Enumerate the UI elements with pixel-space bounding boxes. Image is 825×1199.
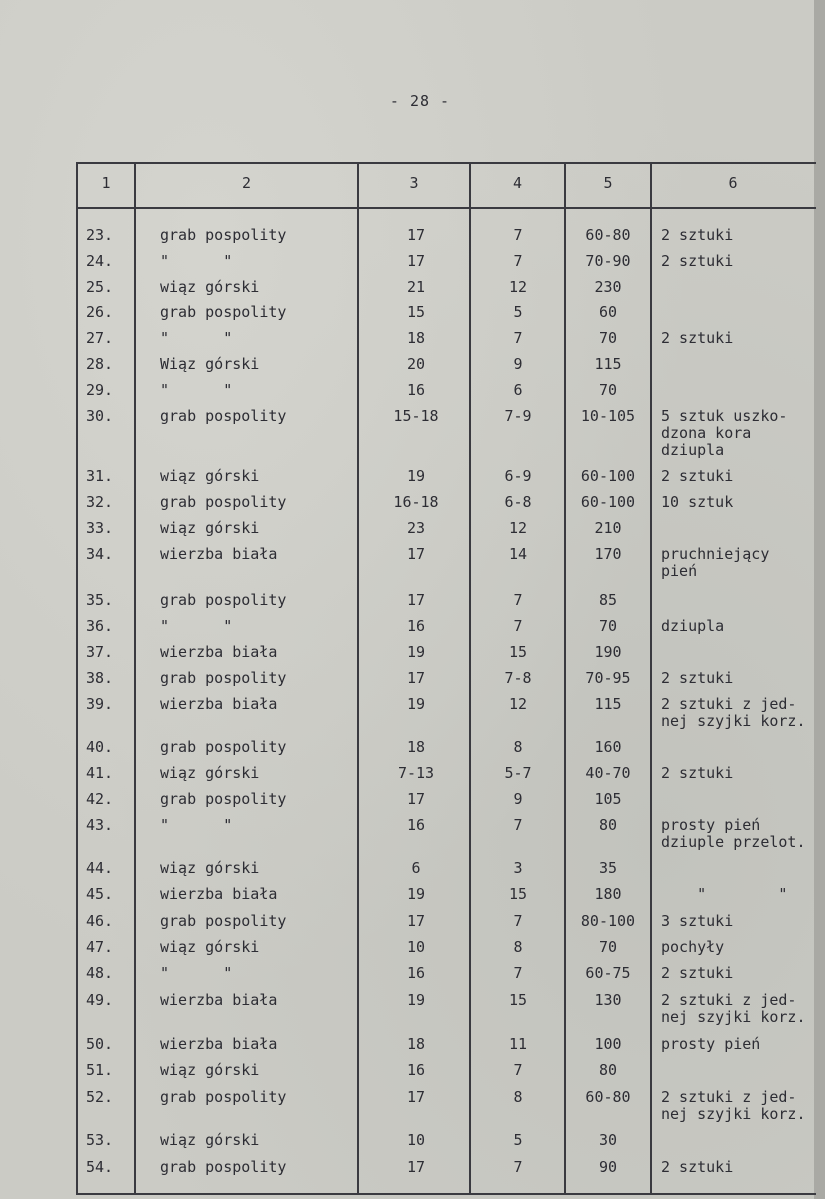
row-number: 44. xyxy=(86,859,114,877)
column-3-cell: 18 xyxy=(406,738,426,756)
note-cell: 2 sztuki xyxy=(661,329,734,347)
column-4-cell: 11 xyxy=(508,1035,528,1053)
row-number: 45. xyxy=(86,885,114,903)
row-number: 30. xyxy=(86,407,114,425)
row-number: 25. xyxy=(86,278,114,296)
column-3-cell: 17 xyxy=(406,1158,426,1176)
column-5-cell: 160 xyxy=(594,738,622,756)
column-5-cell: 60-100 xyxy=(580,493,636,511)
species-cell: " " xyxy=(160,964,233,982)
row-number: 36. xyxy=(86,617,114,635)
column-5-cell: 70 xyxy=(598,938,618,956)
column-header: 5 xyxy=(603,174,613,192)
species-cell: grab pospolity xyxy=(160,303,287,321)
column-4-cell: 15 xyxy=(508,991,528,1009)
column-4-cell: 9 xyxy=(513,355,523,373)
row-number: 29. xyxy=(86,381,114,399)
column-3-cell: 17 xyxy=(406,790,426,808)
column-5-cell: 60-80 xyxy=(585,1088,631,1106)
column-5-cell: 180 xyxy=(594,885,622,903)
column-5-cell: 190 xyxy=(594,643,622,661)
note-cell: 2 sztuki xyxy=(661,669,734,687)
column-5-cell: 35 xyxy=(598,859,618,877)
column-5-cell: 90 xyxy=(598,1158,618,1176)
column-3-cell: 10 xyxy=(406,1131,426,1149)
column-4-cell: 14 xyxy=(508,545,528,563)
column-4-cell: 7 xyxy=(513,591,523,609)
column-5-cell: 80 xyxy=(598,1061,618,1079)
column-4-cell: 7 xyxy=(513,252,523,270)
column-4-cell: 7-8 xyxy=(504,669,532,687)
column-4-cell: 6-8 xyxy=(504,493,532,511)
column-3-cell: 17 xyxy=(406,1088,426,1106)
column-3-cell: 17 xyxy=(406,669,426,687)
column-5-cell: 115 xyxy=(594,695,622,713)
column-header: 6 xyxy=(728,174,738,192)
species-cell: grab pospolity xyxy=(160,790,287,808)
row-number: 50. xyxy=(86,1035,114,1053)
column-3-cell: 19 xyxy=(406,885,426,903)
species-cell: wiąz górski xyxy=(160,519,260,537)
note-cell: 2 sztuki z jed- nej szyjki korz. xyxy=(661,695,806,730)
note-cell: 2 sztuki z jed- nej szyjki korz. xyxy=(661,991,806,1026)
row-number: 52. xyxy=(86,1088,114,1106)
column-3-cell: 21 xyxy=(406,278,426,296)
row-number: 35. xyxy=(86,591,114,609)
column-divider xyxy=(134,162,136,1195)
column-3-cell: 10 xyxy=(406,938,426,956)
note-cell: pochyły xyxy=(661,938,725,956)
column-4-cell: 8 xyxy=(513,1088,523,1106)
column-5-cell: 60-80 xyxy=(585,226,631,244)
species-cell: wierzba biała xyxy=(160,1035,278,1053)
species-cell: grab pospolity xyxy=(160,591,287,609)
table-top-rule xyxy=(76,162,816,164)
column-4-cell: 3 xyxy=(513,859,523,877)
note-cell: pruchniejący pień xyxy=(661,545,770,580)
column-3-cell: 16 xyxy=(406,381,426,399)
species-cell: grab pospolity xyxy=(160,1088,287,1106)
column-header: 2 xyxy=(241,174,252,192)
row-number: 46. xyxy=(86,912,114,930)
row-number: 47. xyxy=(86,938,114,956)
page-number: - 28 - xyxy=(389,92,451,110)
column-5-cell: 100 xyxy=(594,1035,622,1053)
species-cell: wierzba biała xyxy=(160,695,278,713)
column-4-cell: 9 xyxy=(513,790,523,808)
column-4-cell: 15 xyxy=(508,885,528,903)
note-cell: 2 sztuki xyxy=(661,964,734,982)
column-5-cell: 115 xyxy=(594,355,622,373)
column-4-cell: 15 xyxy=(508,643,528,661)
column-5-cell: 170 xyxy=(594,545,622,563)
column-3-cell: 17 xyxy=(406,591,426,609)
note-cell: 2 sztuki xyxy=(661,252,734,270)
note-cell: 2 sztuki xyxy=(661,1158,734,1176)
column-4-cell: 5 xyxy=(513,1131,523,1149)
column-5-cell: 70 xyxy=(598,617,618,635)
row-number: 54. xyxy=(86,1158,114,1176)
row-number: 34. xyxy=(86,545,114,563)
column-5-cell: 60-75 xyxy=(585,964,631,982)
column-5-cell: 70-90 xyxy=(585,252,631,270)
column-5-cell: 30 xyxy=(598,1131,618,1149)
row-number: 24. xyxy=(86,252,114,270)
column-5-cell: 80 xyxy=(598,816,618,834)
note-cell: dziupla xyxy=(661,617,725,635)
species-cell: " " xyxy=(160,329,233,347)
row-number: 32. xyxy=(86,493,114,511)
note-cell: 3 sztuki xyxy=(661,912,734,930)
table-left-border xyxy=(76,162,78,1195)
species-cell: Wiąz górski xyxy=(160,355,260,373)
row-number: 23. xyxy=(86,226,114,244)
row-number: 31. xyxy=(86,467,114,485)
column-3-cell: 23 xyxy=(406,519,426,537)
column-4-cell: 7 xyxy=(513,964,523,982)
species-cell: wiąz górski xyxy=(160,938,260,956)
column-4-cell: 6-9 xyxy=(504,467,532,485)
column-3-cell: 19 xyxy=(406,467,426,485)
row-number: 28. xyxy=(86,355,114,373)
row-number: 37. xyxy=(86,643,114,661)
column-5-cell: 105 xyxy=(594,790,622,808)
column-5-cell: 70-95 xyxy=(585,669,631,687)
row-number: 42. xyxy=(86,790,114,808)
column-5-cell: 80-100 xyxy=(580,912,636,930)
column-4-cell: 12 xyxy=(508,278,528,296)
column-3-cell: 19 xyxy=(406,991,426,1009)
column-3-cell: 17 xyxy=(406,226,426,244)
row-number: 48. xyxy=(86,964,114,982)
species-cell: " " xyxy=(160,381,233,399)
column-3-cell: 15 xyxy=(406,303,426,321)
species-cell: wierzba biała xyxy=(160,885,278,903)
column-3-cell: 17 xyxy=(406,252,426,270)
column-4-cell: 6 xyxy=(513,381,523,399)
row-number: 38. xyxy=(86,669,114,687)
note-cell: prosty pień dziuple przelot. xyxy=(661,816,806,851)
note-cell: 5 sztuk uszko- dzona kora dziupla xyxy=(661,407,788,459)
row-number: 40. xyxy=(86,738,114,756)
column-5-cell: 85 xyxy=(598,591,618,609)
species-cell: " " xyxy=(160,816,233,834)
column-4-cell: 7 xyxy=(513,226,523,244)
row-number: 27. xyxy=(86,329,114,347)
column-4-cell: 12 xyxy=(508,519,528,537)
note-cell: 2 sztuki xyxy=(661,764,734,782)
row-number: 49. xyxy=(86,991,114,1009)
table-bottom-rule xyxy=(76,1193,816,1195)
species-cell: grab pospolity xyxy=(160,738,287,756)
column-5-cell: 60 xyxy=(598,303,618,321)
row-number: 33. xyxy=(86,519,114,537)
column-3-cell: 6 xyxy=(411,859,421,877)
column-3-cell: 16 xyxy=(406,964,426,982)
column-4-cell: 5 xyxy=(513,303,523,321)
column-3-cell: 19 xyxy=(406,695,426,713)
column-3-cell: 7-13 xyxy=(397,764,435,782)
species-cell: grab pospolity xyxy=(160,226,287,244)
species-cell: wiąz górski xyxy=(160,467,260,485)
column-header: 3 xyxy=(409,174,419,192)
column-5-cell: 60-100 xyxy=(580,467,636,485)
note-cell: 2 sztuki xyxy=(661,467,734,485)
species-cell: wierzba biała xyxy=(160,643,278,661)
note-cell: " " xyxy=(661,885,788,903)
column-divider xyxy=(357,162,359,1195)
species-cell: grab pospolity xyxy=(160,669,287,687)
species-cell: wiąz górski xyxy=(160,764,260,782)
column-3-cell: 17 xyxy=(406,912,426,930)
species-cell: wiąz górski xyxy=(160,278,260,296)
column-3-cell: 19 xyxy=(406,643,426,661)
column-5-cell: 130 xyxy=(594,991,622,1009)
column-3-cell: 17 xyxy=(406,545,426,563)
column-divider xyxy=(650,162,652,1195)
header-bottom-rule xyxy=(76,207,816,209)
column-4-cell: 7 xyxy=(513,1158,523,1176)
species-cell: wierzba biała xyxy=(160,545,278,563)
column-5-cell: 70 xyxy=(598,329,618,347)
column-3-cell: 18 xyxy=(406,329,426,347)
species-cell: " " xyxy=(160,252,233,270)
column-5-cell: 70 xyxy=(598,381,618,399)
row-number: 26. xyxy=(86,303,114,321)
column-header: 4 xyxy=(512,174,523,192)
note-cell: 2 sztuki z jed- nej szyjki korz. xyxy=(661,1088,806,1123)
column-3-cell: 15-18 xyxy=(393,407,439,425)
row-number: 39. xyxy=(86,695,114,713)
column-4-cell: 7 xyxy=(513,912,523,930)
column-4-cell: 7-9 xyxy=(504,407,532,425)
column-4-cell: 8 xyxy=(513,738,523,756)
column-3-cell: 16 xyxy=(406,617,426,635)
note-cell: 2 sztuki xyxy=(661,226,734,244)
column-4-cell: 12 xyxy=(508,695,528,713)
species-cell: wierzba biała xyxy=(160,991,278,1009)
species-cell: wiąz górski xyxy=(160,1061,260,1079)
column-3-cell: 16 xyxy=(406,816,426,834)
column-4-cell: 7 xyxy=(513,816,523,834)
column-5-cell: 230 xyxy=(594,278,622,296)
column-4-cell: 7 xyxy=(513,329,523,347)
column-header: 1 xyxy=(101,174,111,192)
column-4-cell: 8 xyxy=(513,938,523,956)
species-cell: grab pospolity xyxy=(160,407,287,425)
column-3-cell: 16 xyxy=(406,1061,426,1079)
column-3-cell: 20 xyxy=(406,355,426,373)
species-cell: grab pospolity xyxy=(160,1158,287,1176)
species-cell: grab pospolity xyxy=(160,493,287,511)
row-number: 41. xyxy=(86,764,114,782)
species-cell: " " xyxy=(160,617,233,635)
note-cell: 10 sztuk xyxy=(661,493,734,511)
column-5-cell: 40-70 xyxy=(585,764,631,782)
row-number: 43. xyxy=(86,816,114,834)
row-number: 53. xyxy=(86,1131,114,1149)
column-5-cell: 210 xyxy=(594,519,622,537)
row-number: 51. xyxy=(86,1061,114,1079)
column-4-cell: 7 xyxy=(513,1061,523,1079)
column-3-cell: 16-18 xyxy=(393,493,439,511)
note-cell: prosty pień xyxy=(661,1035,761,1053)
column-3-cell: 18 xyxy=(406,1035,426,1053)
column-5-cell: 10-105 xyxy=(580,407,636,425)
species-cell: wiąz górski xyxy=(160,859,260,877)
species-cell: grab pospolity xyxy=(160,912,287,930)
column-4-cell: 5-7 xyxy=(504,764,532,782)
column-4-cell: 7 xyxy=(513,617,523,635)
species-cell: wiąz górski xyxy=(160,1131,260,1149)
